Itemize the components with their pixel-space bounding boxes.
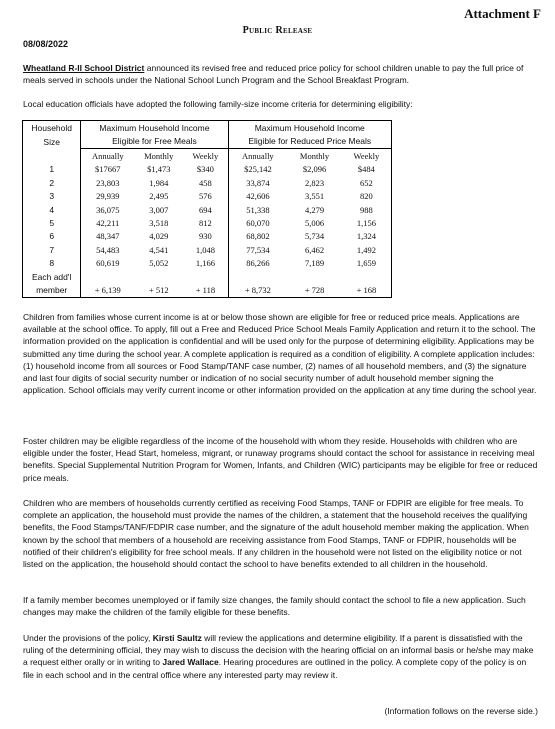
size-cell: 4 <box>23 203 81 216</box>
subheader-cell: Annually <box>91 150 124 161</box>
member-label: member <box>23 283 81 297</box>
value-cell: $340 <box>183 163 228 176</box>
value-cell: 5,006 <box>304 218 325 229</box>
value-cell: 7,189 <box>304 258 325 269</box>
value-cell: $1,473 <box>147 164 171 175</box>
value-cell: 1,048 <box>183 243 228 256</box>
value-cell: 4,029 <box>149 231 169 242</box>
value-cell: + 6,139 <box>81 283 134 297</box>
attachment-label: Attachment F <box>464 6 541 21</box>
subheader-cell: Monthly <box>144 150 174 161</box>
value-cell: 2,823 <box>304 177 325 188</box>
size-header: Size <box>23 135 81 149</box>
hearing-text-c: . Hearing procedures are outlined in the policy. A complete copy of the policy is on file in each school and in the central office where any interested party may review it. <box>23 657 527 680</box>
value-cell: 576 <box>183 190 228 203</box>
table-row <box>23 190 392 203</box>
size-cell: 7 <box>23 243 81 256</box>
size-cell: 8 <box>23 257 81 270</box>
value-cell: 1,492 <box>342 243 392 256</box>
value-cell: 5,734 <box>304 231 325 242</box>
value-cell: 77,534 <box>246 244 270 255</box>
district-name: Wheatland R-II School District <box>23 63 145 73</box>
table-row <box>23 163 392 176</box>
family-change-paragraph: If a family member becomes unemployed or if family size changes, the family should contact the school to file a new application. Such changes may make the children of the family eligible for these benefits. <box>23 595 526 618</box>
value-cell: 1,324 <box>342 230 392 243</box>
value-cell: + 118 <box>183 283 228 297</box>
value-cell: 4,279 <box>304 204 325 215</box>
free-header-line2: Eligible for Free Meals <box>81 135 228 149</box>
value-cell: 3,518 <box>149 218 169 229</box>
free-header-line1: Maximum Household Income <box>81 121 228 135</box>
value-cell: $25,142 <box>244 164 272 175</box>
table-row <box>23 257 392 270</box>
value-cell: 23,803 <box>96 177 120 188</box>
income-table <box>22 120 392 298</box>
value-cell: 2,495 <box>149 191 169 202</box>
determining-official: Kirsti Saultz <box>152 633 202 643</box>
hearing-text-a: Under the provisions of the policy, <box>23 633 153 643</box>
table-row <box>23 203 392 216</box>
value-cell: $484 <box>342 163 392 176</box>
value-cell: 54,483 <box>96 244 120 255</box>
value-cell: 652 <box>342 176 392 189</box>
value-cell: 42,606 <box>246 191 270 202</box>
foster-paragraph: Foster children may be eligible regardless of the income of the household with whom they reside. Households with children who are eligible under the foster, Head Start, homeless, migrant, or runaway programs should contact the school for assistance in receiving meal benefits. Special Supplemental Nutrition Program for Women, Infants, and Children (WIC) participants may be eligible for free or reduced price meals. <box>23 436 538 483</box>
size-cell: 3 <box>23 190 81 203</box>
subheader-cell: Weekly <box>342 149 392 163</box>
hearing-text-b: will review the applications and determine eligibility. If a parent is dissatisfied with the ruling of the determining official, they may wish to discuss the decision with the hearing official on an informal basis or he/she may make a request either orally or in writing to <box>23 633 534 668</box>
table-row <box>23 216 392 229</box>
eligibility-paragraph: Children from families whose current income is at or below those shown are eligible for free or reduced price meals. Applications are available at the school office. To apply, fill out a Free and Reduced Price School Meals Family Application and return it to the school. The information provided on the application is confidential and will be used only for the purpose of determining eligibility. Applications may be submitted any time during the school year. A complete application is required as a condition of eligibility. A complete application includes: (1) household income from all sources or Food Stamp/TANF case number, (2) names of all household members, and (3) the signature and last four digits of social security number or indication of no social security number of adult household member signing the application. School officials may verify current income or other information provided on the application at any time during the school year. <box>23 312 537 396</box>
value-cell: 1,659 <box>342 257 392 270</box>
table-row <box>23 283 392 297</box>
reduced-header-line2: Eligible for Reduced Price Meals <box>228 135 392 149</box>
value-cell: + 8,732 <box>228 283 287 297</box>
release-title: Public Release <box>242 25 313 36</box>
value-cell: 29,939 <box>96 191 120 202</box>
value-cell: 60,619 <box>96 258 120 269</box>
value-cell: 1,156 <box>342 216 392 229</box>
value-cell: + 728 <box>287 283 342 297</box>
value-cell: 988 <box>342 203 392 216</box>
intro-paragraph <box>23 62 538 86</box>
value-cell: $17667 <box>95 164 121 175</box>
value-cell: 36,075 <box>96 204 120 215</box>
value-cell: 42,211 <box>96 218 120 229</box>
value-cell: 820 <box>342 190 392 203</box>
value-cell: + 512 <box>134 283 183 297</box>
value-cell: 5,052 <box>149 258 169 269</box>
subheader-cell: Weekly <box>183 149 228 163</box>
table-row <box>23 230 392 243</box>
value-cell: 33,874 <box>246 177 270 188</box>
value-cell: 51,338 <box>246 204 270 215</box>
subheader-cell: Annually <box>242 150 274 161</box>
criteria-paragraph: Local education officials have adopted the following family-size income criteria for determining eligibility: <box>23 99 413 109</box>
each-additional-label: Each add'l <box>23 270 81 283</box>
value-cell: 48,347 <box>96 231 120 242</box>
hearing-paragraph <box>23 632 538 681</box>
value-cell: + 168 <box>342 283 392 297</box>
value-cell: 3,007 <box>149 204 169 215</box>
reduced-header-line1: Maximum Household Income <box>228 121 392 135</box>
value-cell: 930 <box>183 230 228 243</box>
size-cell: 2 <box>23 176 81 189</box>
value-cell: 60,070 <box>246 218 270 229</box>
table-row <box>23 176 392 189</box>
reverse-side-note: (Information follows on the reverse side.) <box>384 706 538 716</box>
table-row <box>23 243 392 256</box>
food-stamps-paragraph: Children who are members of households currently certified as receiving Food Stamps, TANF or FDPIR are eligible for free meals. To complete an application, the household must provide the names of the children, a statement that the household receives the qualifying benefits, the Food Stamps/TANF/FDPIR case number, and the signature of the adult household member making the application. When known by the school that members of a household are receiving assistance from Food Stamps, TANF or FDPIR, households will be notified of their children's eligibility for free school meals. If any children in the household were not listed on the eligibility notice or not listed on the application, the household should contact the school to have benefits extended to all children in the household. <box>23 498 529 570</box>
value-cell: 68,802 <box>246 231 270 242</box>
value-cell: $2,096 <box>302 164 327 175</box>
value-cell: 1,166 <box>183 257 228 270</box>
size-cell: 1 <box>23 163 81 176</box>
household-header: Household <box>23 121 81 135</box>
subheader-cell: Monthly <box>299 150 330 161</box>
intro-text: announced its revised free and reduced price policy for school children unable to pay the full price of meals served in schools under the National School Lunch Program and the School Breakfast Program. <box>23 63 524 86</box>
value-cell: 86,266 <box>246 258 270 269</box>
value-cell: 458 <box>183 176 228 189</box>
size-cell: 5 <box>23 216 81 229</box>
value-cell: 694 <box>183 203 228 216</box>
hearing-official: Jared Wallace <box>162 657 219 668</box>
value-cell: 1,984 <box>149 177 169 188</box>
value-cell: 3,551 <box>304 191 325 202</box>
size-cell: 6 <box>23 230 81 243</box>
release-date: 08/08/2022 <box>23 39 69 49</box>
value-cell: 812 <box>183 216 228 229</box>
value-cell: 6,462 <box>304 244 325 255</box>
value-cell: 4,541 <box>149 244 169 255</box>
